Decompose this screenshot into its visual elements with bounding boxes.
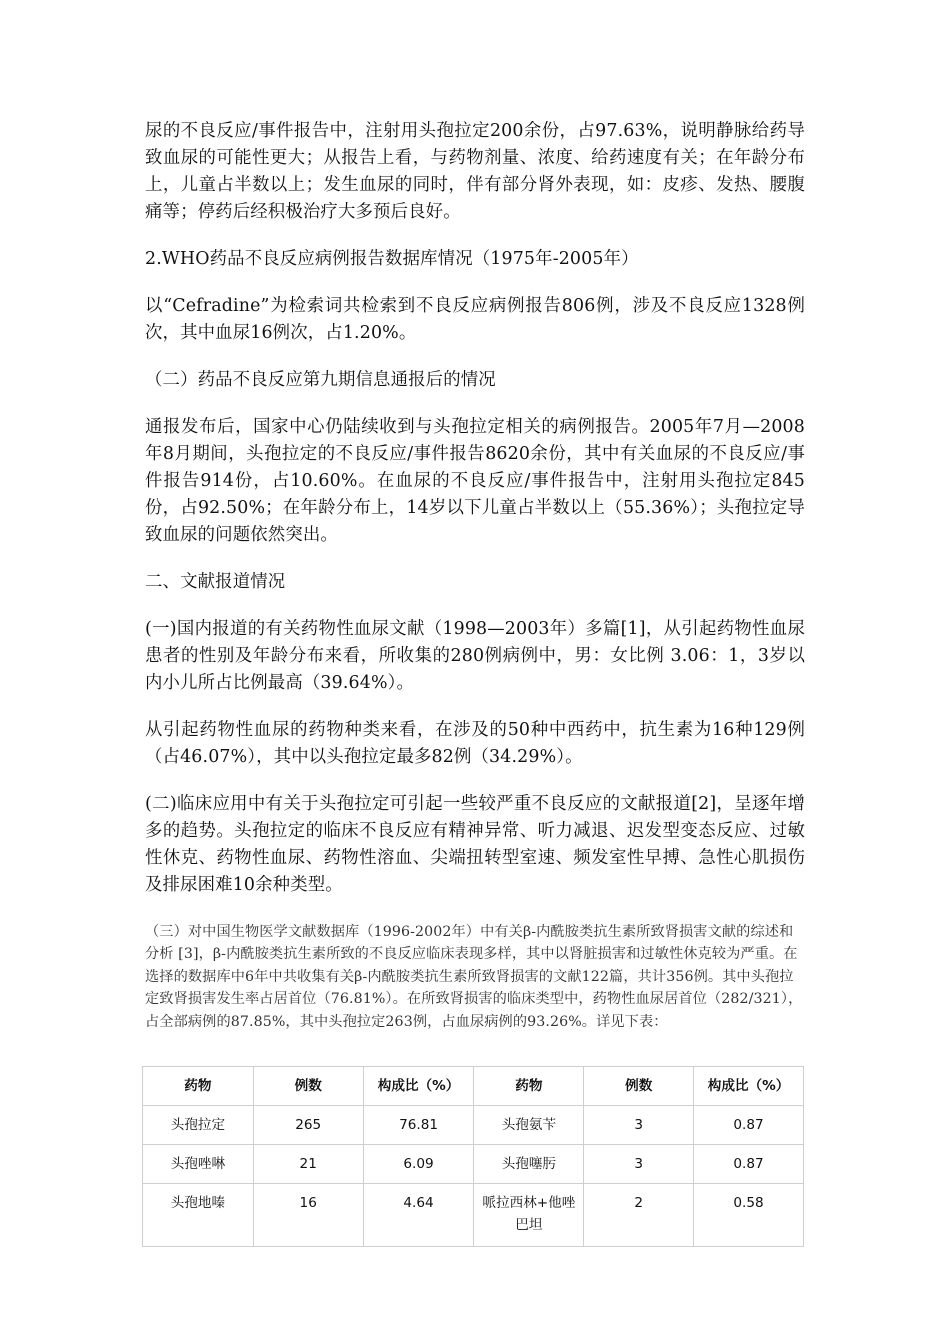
table-cell: 16 — [253, 1184, 363, 1247]
table-cell: 头孢唑啉 — [143, 1145, 254, 1184]
header-drug: 药物 — [474, 1067, 584, 1106]
table-cell: 头孢氨苄 — [474, 1106, 584, 1145]
table-cell: 2 — [584, 1184, 694, 1247]
header-ratio: 构成比（%） — [363, 1067, 474, 1106]
table-cell: 0.87 — [694, 1106, 804, 1145]
table-cell: 4.64 — [363, 1184, 474, 1247]
table-cell: 76.81 — [363, 1106, 474, 1145]
table-cell: 头孢拉定 — [143, 1106, 254, 1145]
heading-who-database: 2.WHO药品不良反应病例报告数据库情况（1975年-2005年） — [145, 249, 639, 269]
document-body — [145, 118, 805, 1033]
header-ratio: 构成比（%） — [694, 1067, 804, 1106]
table-cell: 6.09 — [363, 1145, 474, 1184]
table-header-row — [143, 1067, 804, 1106]
drug-table — [142, 1066, 804, 1247]
table-cell: 头孢地嗪 — [143, 1184, 254, 1247]
header-cases: 例数 — [584, 1067, 694, 1106]
paragraph-hematuria-reports: 尿的不良反应/事件报告中，注射用头孢拉定200余份，占97.63%，说明静脉给药导致血尿的可能性更大；从报告上看，与药物剂量、浓度、给药速度有关；在年龄分布上，儿童占半数以上；发生血尿的同时，伴有部分肾外表现，如：皮疹、发热、腰腹痛等；停药后经积极治疗大多预后良好。 — [145, 121, 805, 222]
table-cell: 265 — [253, 1106, 363, 1145]
paragraph-domestic-literature: (一)国内报道的有关药物性血尿文献（1998—2003年）多篇[1]，从引起药物性血尿患者的性别及年龄分布来看，所收集的280例病例中，男：女比例 3.06：1，3岁以内小儿所占比例最高（39.64%）。 — [145, 619, 805, 693]
table-cell: 3 — [584, 1145, 694, 1184]
header-drug: 药物 — [143, 1067, 254, 1106]
table-cell: 21 — [253, 1145, 363, 1184]
header-cases: 例数 — [253, 1067, 363, 1106]
paragraph-after-bulletin: 通报发布后，国家中心仍陆续收到与头孢拉定相关的病例报告。2005年7月—2008年8月期间，头孢拉定的不良反应/事件报告8620余份，其中有关血尿的不良反应/事件报告914份，占10.60%。在血尿的不良反应/事件报告中，注射用头孢拉定845份，占92.50%；在年龄分布上，14岁以下儿童占半数以上（55.36%）；头孢拉定导致血尿的问题依然突出。 — [145, 417, 805, 545]
table-cell: 0.87 — [694, 1145, 804, 1184]
heading-literature: 二、文献报道情况 — [145, 572, 286, 592]
table-cell: 哌拉西林+他唑巴坦 — [474, 1184, 584, 1247]
table-cell: 3 — [584, 1106, 694, 1145]
table-row — [143, 1106, 804, 1145]
table-row — [143, 1145, 804, 1184]
paragraph-cefradine-search: 以“Cefradine”为检索词共检索到不良反应病例报告806例，涉及不良反应1328例次，其中血尿16例次，占1.20%。 — [145, 296, 805, 343]
paragraph-cbm-database: （三）对中国生物医学文献数据库（1996-2002年）中有关β-内酰胺类抗生素所致肾损害文献的综述和分析 [3]，β-内酰胺类抗生素所致的不良反应临床表现多样，其中以肾脏损害和过敏性休克较为严重。在选择的数据库中6年中共收集有关β-内酰胺类抗生素所致肾损害的文献122篇，共计356例。其中头孢拉定致肾损害发生率占居首位（76.81%）。在所致肾损害的临床类型中，药物性血尿居首位（282/321），占全部病例的87.85%，其中头孢拉定263例，占血尿病例的93.26%。详见下表： — [145, 924, 803, 1030]
table-cell: 头孢噻肟 — [474, 1145, 584, 1184]
table-row — [143, 1184, 804, 1247]
paragraph-clinical-reports: (二)临床应用中有关于头孢拉定可引起一些较严重不良反应的文献报道[2]，呈逐年增多的趋势。头孢拉定的临床不良反应有精神异常、听力减退、迟发型变态反应、过敏性休克、药物性血尿、药物性溶血、尖端扭转型室速、频发室性早搏、急性心肌损伤及排尿困难10余种类型。 — [145, 794, 805, 895]
heading-ninth-bulletin: （二）药品不良反应第九期信息通报后的情况 — [145, 370, 496, 390]
paragraph-drug-types: 从引起药物性血尿的药物种类来看，在涉及的50种中西药中，抗生素为16种129例（占46.07%），其中以头孢拉定最多82例（34.29%）。 — [145, 720, 805, 767]
table-cell: 0.58 — [694, 1184, 804, 1247]
